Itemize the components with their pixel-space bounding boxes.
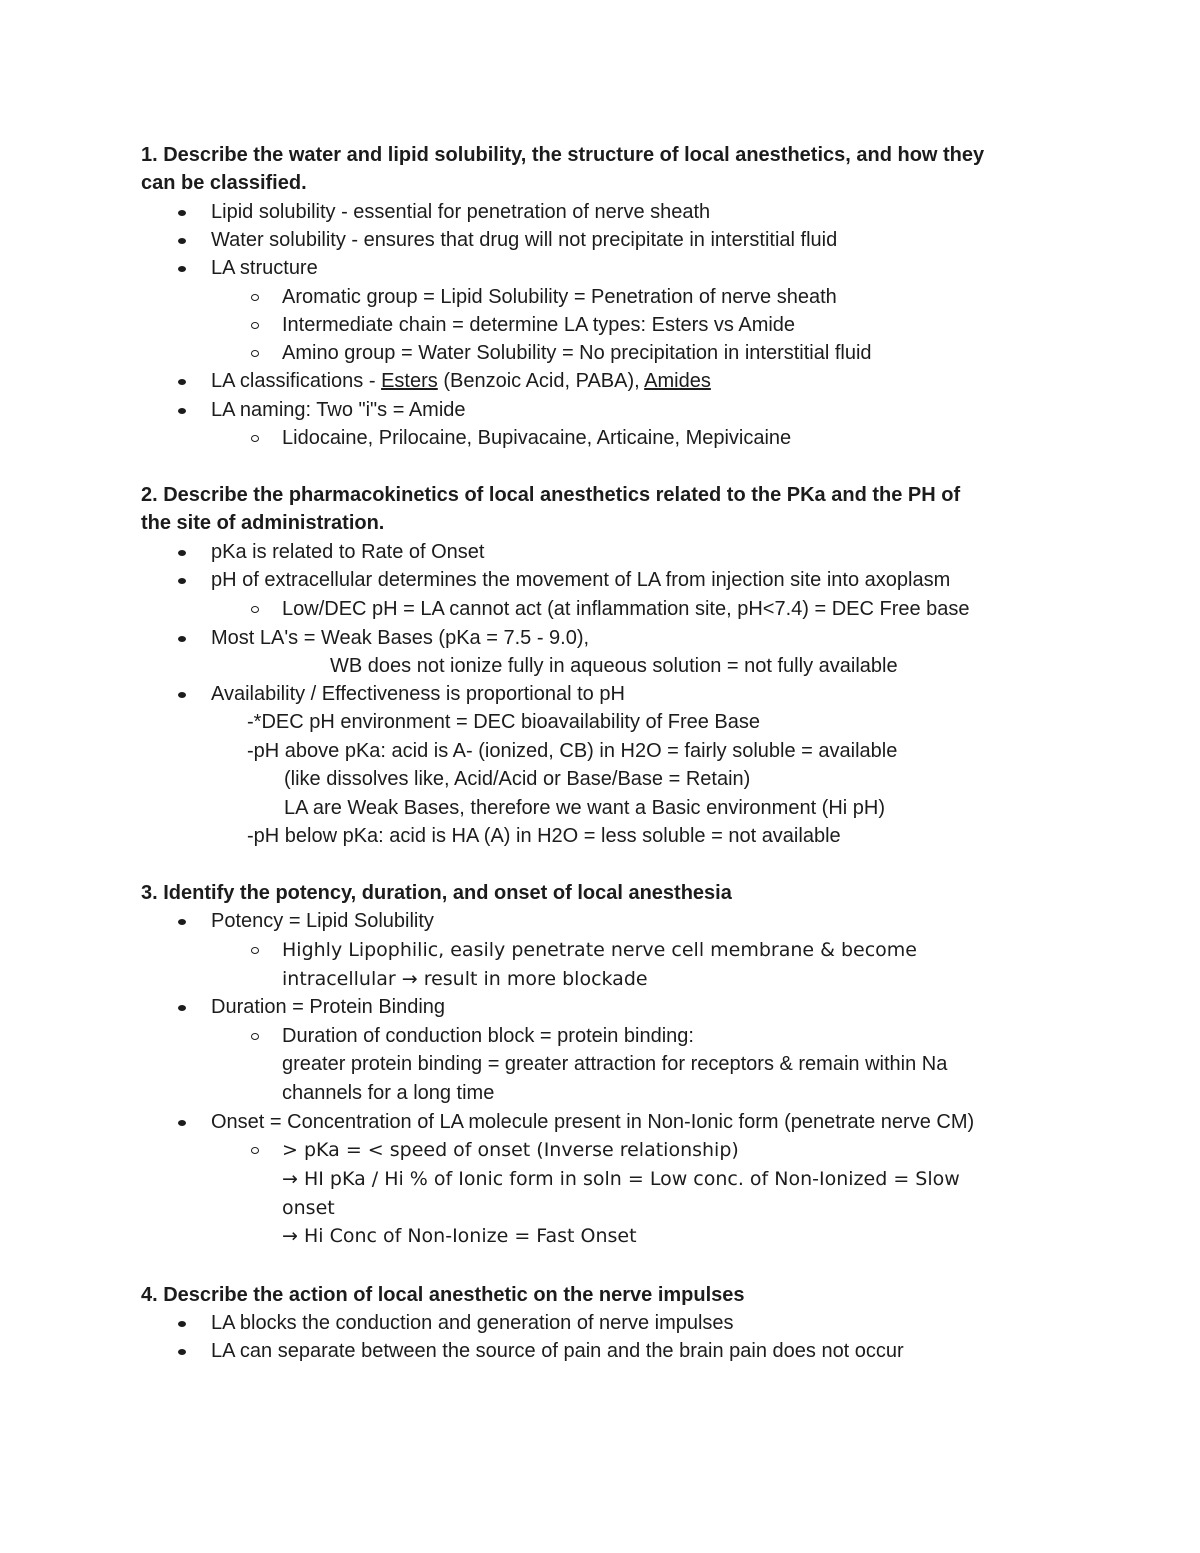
sub-list-item: Aromatic group = Lipid Solubility = Penetration of nerve sheath [282, 283, 837, 311]
list-item: Onset = Concentration of LA molecule present in Non-Ionic form (penetrate nerve CM) [211, 1108, 974, 1136]
section-4-heading: 4. Describe the action of local anesthetic on the nerve impulses [141, 1284, 745, 1306]
esters-link[interactable]: Esters [381, 370, 438, 392]
note-line: -*DEC pH environment = DEC bioavailability of Free Base [247, 711, 760, 733]
sub-list-item: Amino group = Water Solubility = No precipitation in interstitial fluid [282, 339, 872, 367]
section-2-heading: 2. Describe the pharmacokinetics of local anesthetics related to the PKa and the PH of [141, 484, 961, 506]
sub-list-item-continuation: greater protein binding = greater attraction for receptors & remain within Na [282, 1053, 948, 1075]
section-1-heading: 1. Describe the water and lipid solubility, the structure of local anesthetics, and how they [141, 144, 985, 166]
note-line: LA are Weak Bases, therefore we want a Basic environment (Hi pH) [284, 797, 886, 819]
sub-list-item-continuation: → Hi Conc of Non-Ionize = Fast Onset [282, 1225, 637, 1247]
list-item: LA can separate between the source of pain and the brain pain does not occur [211, 1337, 904, 1365]
sub-list-item-continuation: onset [282, 1197, 335, 1219]
section-2-heading-cont: the site of administration. [141, 512, 385, 534]
sub-list-item-continuation: channels for a long time [282, 1082, 495, 1104]
list-item: Lipid solubility - essential for penetration of nerve sheath [211, 198, 710, 226]
classification-prefix: LA classifications - [211, 370, 382, 392]
note-line: -pH above pKa: acid is A- (ionized, CB) in H2O = fairly soluble = available [247, 740, 898, 762]
sub-list-item: Low/DEC pH = LA cannot act (at inflammation site, pH<7.4) = DEC Free base [282, 595, 970, 623]
sub-list-item: Intermediate chain = determine LA types: Esters vs Amide [282, 311, 795, 339]
list-item: LA naming: Two "i"s = Amide [211, 396, 466, 424]
list-item: Duration = Protein Binding [211, 993, 445, 1021]
list-item: LA blocks the conduction and generation of nerve impulses [211, 1309, 734, 1337]
section-3-heading: 3. Identify the potency, duration, and onset of local anesthesia [141, 882, 732, 904]
list-item: pH of extracellular determines the movement of LA from injection site into axoplasm [211, 566, 950, 594]
list-item: Water solubility - ensures that drug will not precipitate in interstitial fluid [211, 226, 837, 254]
list-item-classifications [211, 367, 711, 395]
sub-list-item: Highly Lipophilic, easily penetrate nerve cell membrane & become [282, 936, 917, 964]
sub-list-item: Duration of conduction block = protein binding: [282, 1022, 694, 1050]
sub-list-item: > pKa = < speed of onset (Inverse relationship) [282, 1136, 739, 1164]
list-item: LA structure [211, 254, 318, 282]
classification-middle: (Benzoic Acid, PABA), [437, 370, 645, 392]
list-item: Potency = Lipid Solubility [211, 907, 434, 935]
note-line: (like dissolves like, Acid/Acid or Base/Base = Retain) [284, 768, 751, 790]
sub-list-item: Lidocaine, Prilocaine, Bupivacaine, Articaine, Mepivicaine [282, 424, 791, 452]
list-item: Most LA's = Weak Bases (pKa = 7.5 - 9.0), [211, 624, 589, 652]
list-item: Availability / Effectiveness is proportional to pH [211, 680, 625, 708]
note-line: -pH below pKa: acid is HA (A) in H2O = less soluble = not available [247, 825, 841, 847]
sub-list-item-continuation: intracellular → result in more blockade [282, 968, 648, 990]
list-item: pKa is related to Rate of Onset [211, 538, 485, 566]
sub-list-item-continuation: → HI pKa / Hi % of Ionic form in soln = Low conc. of Non-Ionized = Slow [282, 1168, 960, 1190]
amides-link[interactable]: Amides [644, 370, 711, 392]
section-1-heading-cont: can be classified. [141, 172, 307, 194]
list-item-continuation: WB does not ionize fully in aqueous solution = not fully available [330, 655, 898, 677]
